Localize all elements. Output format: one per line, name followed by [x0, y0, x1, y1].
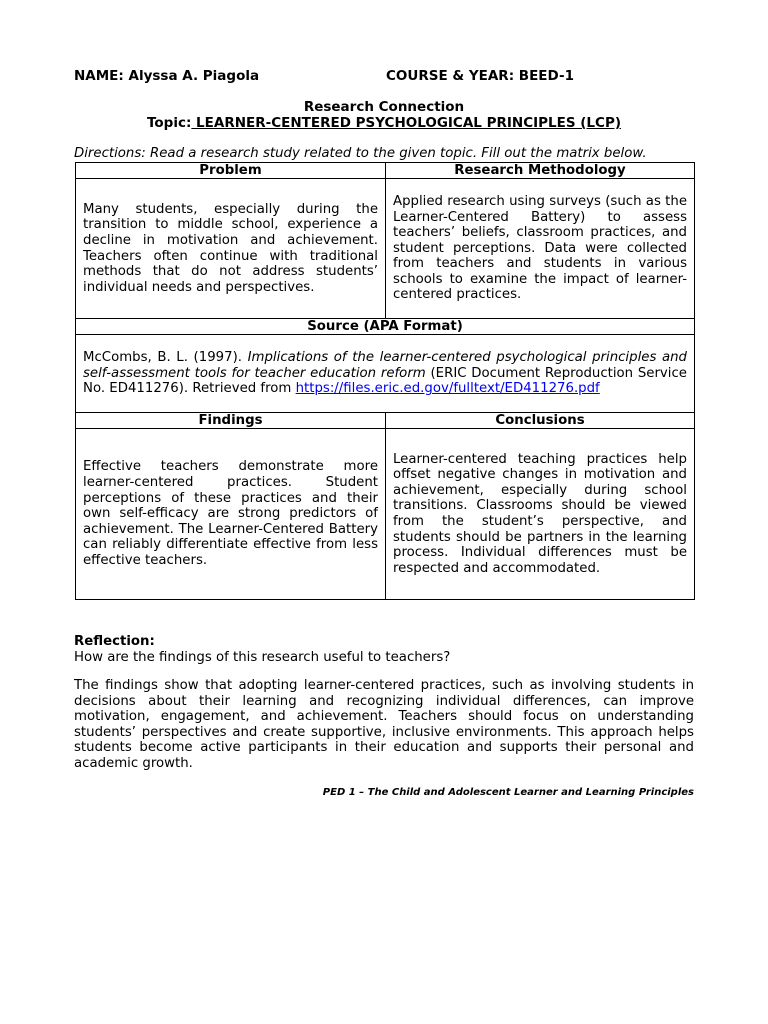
reflection-label: Reflection: — [74, 634, 155, 649]
directions-text: Directions: Read a research study related to the given topic. Fill out the matrix below. — [74, 146, 647, 161]
header-row — [74, 68, 694, 84]
topic-value: LEARNER-CENTERED PSYCHOLOGICAL PRINCIPLES (LCP) — [191, 115, 622, 131]
page-footer: PED 1 – The Child and Adolescent Learner and Learning Principles — [322, 787, 694, 798]
title-line: Research Connection — [303, 99, 465, 115]
reflection-question: How are the findings of this research useful to teachers? — [74, 650, 451, 665]
conclusions-header: Conclusions — [386, 413, 695, 429]
problem-cell: Many students, especially during the transition to middle school, experience a decline in motivation and achievement. Teachers often continue with traditional methods that do not address students’ individual needs and perspectives. — [76, 179, 386, 319]
findings-header: Findings — [76, 413, 386, 429]
reflection-section — [74, 634, 694, 772]
course-year: COURSE & YEAR: BEED-1 — [386, 68, 574, 84]
problem-header: Problem — [76, 163, 386, 179]
topic-line — [74, 115, 694, 131]
source-title: Implications of the learner-centered psychological principles and self-assessment tools for teacher education reform — [83, 350, 687, 381]
document-title — [74, 99, 694, 131]
student-name: NAME: Alyssa A. Piagola — [74, 68, 260, 84]
topic-label: Topic: — [146, 115, 192, 131]
source-header: Source (APA Format) — [76, 319, 695, 335]
source-link[interactable]: https://files.eric.ed.gov/fulltext/ED411276.pdf — [295, 381, 600, 397]
research-matrix — [75, 162, 695, 600]
reflection-answer: The findings show that adopting learner-centered practices, such as involving students in decisions about their learning and recognizing individual differences, can improve motivation, engagement, and achievement. Teachers should focus on understanding students’ perspectives and create supportive, inclusive environments. This approach helps students become active participants in their education and supports their personal and academic growth. — [74, 678, 694, 771]
methodology-header: Research Methodology — [386, 163, 695, 179]
source-details: (ERIC Document Reproduction Service No. ED411276). Retrieved from — [83, 365, 687, 397]
methodology-cell: Applied research using surveys (such as the Learner-Centered Battery) to assess teachers’ beliefs, classroom practices, and student perceptions. Data were collected from teachers and students in various schools to examine the impact of learner-centered practices. — [386, 179, 695, 319]
source-cell — [76, 335, 695, 413]
source-author: McCombs, B. L. (1997). — [83, 350, 248, 366]
conclusions-cell: Learner-centered teaching practices help offset negative changes in motivation and achievement, especially during school transitions. Classrooms should be viewed from the student’s perspective, and students should be partners in the learning process. Individual differences must be respected and accommodated. — [386, 429, 695, 600]
findings-cell: Effective teachers demonstrate more learner-centered practices. Student perceptions of these practices and their own self-efficacy are strong predictors of achievement. The Learner-Centered Battery can reliably differentiate effective from less effective teachers. — [76, 429, 386, 600]
